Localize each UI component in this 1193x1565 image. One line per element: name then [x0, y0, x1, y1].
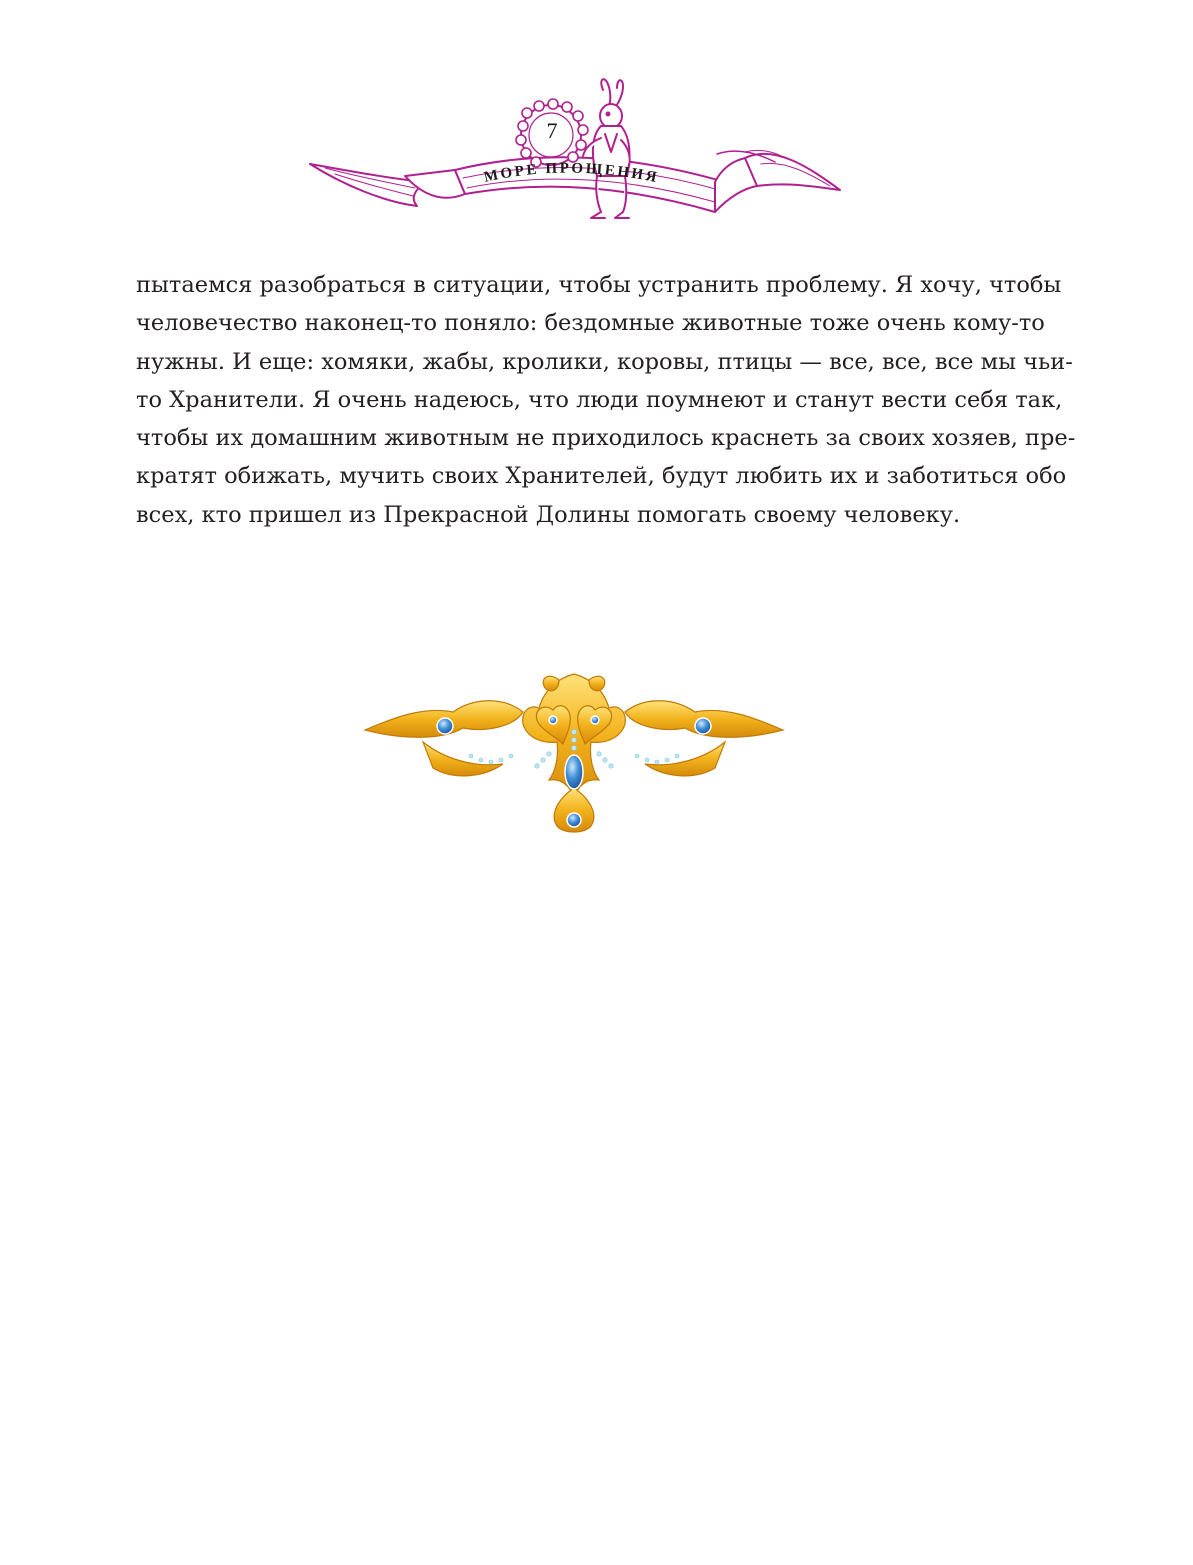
chapter-title [475, 158, 675, 188]
chapter-header-emblem [305, 78, 845, 226]
ribbon-banner-illustration [305, 78, 845, 226]
gold-gem-ornament [363, 668, 785, 838]
text-line: то Хранители. Я очень надеюсь, что люди поумнеют и станут вести себя так, [136, 386, 1063, 413]
text-line: чтобы их домашним животным не приходилось краснеть за своих хозяев, пре- [136, 425, 1076, 452]
text-line: нужны. И еще: хомяки, жабы, кролики, коровы, птицы — все, все, все мы чьи- [136, 348, 1073, 375]
text-line: пытаемся разобраться в ситуации, чтобы устранить проблему. Я хочу, чтобы [136, 272, 1062, 298]
chapter-title-text: МОРЕ ПРОЩЕНИЯ [482, 160, 661, 187]
text-line: человечество наконец-то поняло: бездомные животные тоже очень кому-то [136, 310, 1045, 337]
svg-text:МОРЕ ПРОЩЕНИЯ [483, 161, 661, 187]
text-line: всех, кто пришел из Прекрасной Долины помогать своему человеку. [136, 501, 961, 528]
text-line: кратят обижать, мучить своих Хранителей, будут любить их и заботиться обо [136, 463, 1067, 490]
page-number: 7 [546, 118, 558, 143]
body-paragraph [136, 266, 1076, 534]
